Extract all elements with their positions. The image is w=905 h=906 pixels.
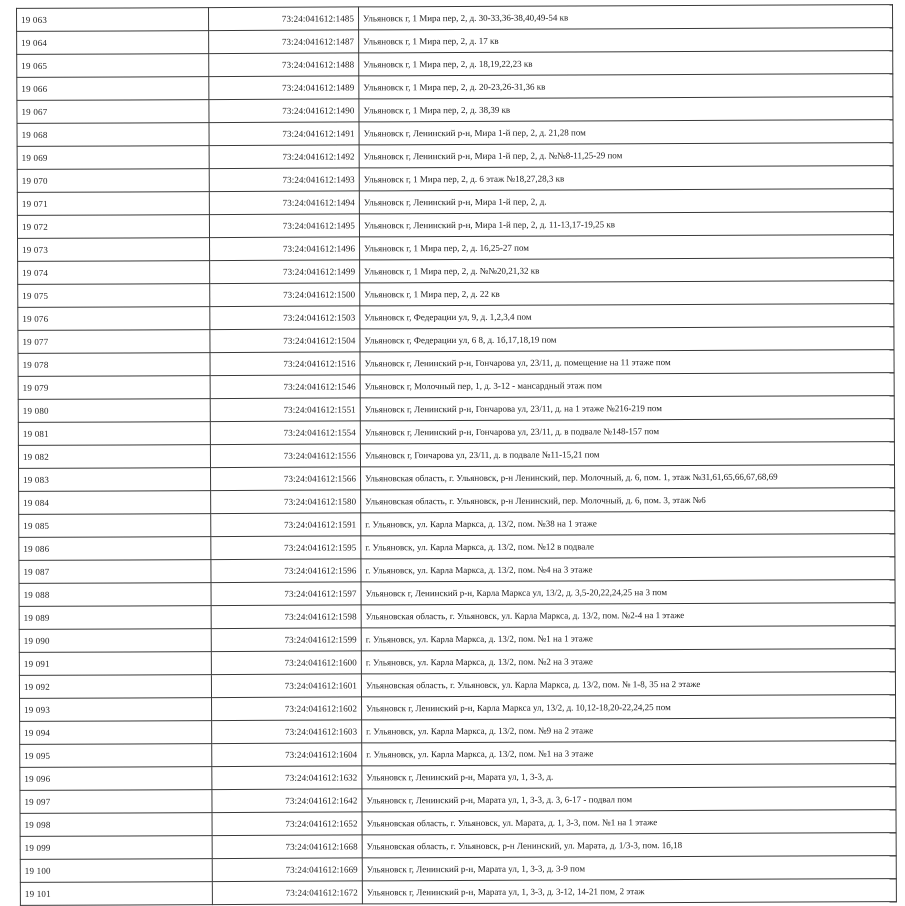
record-number-cell: 19 088 [19,583,211,607]
cadastral-number-cell: 73:24:041612:1600 [211,651,361,675]
cadastral-number-cell: 73:24:041612:1603 [212,720,362,744]
address-cell: Ульяновск г, Гончарова ул, 23/11, д. в подвале №11-15,21 пом [360,442,894,467]
cadastral-number-cell: 73:24:041612:1496 [210,237,360,261]
record-number-cell: 19 069 [17,146,209,170]
cadastral-number-cell: 73:24:041612:1494 [209,191,359,215]
cadastral-number-cell: 73:24:041612:1668 [212,835,362,859]
address-cell: Ульяновск г, Ленинский р-н, Карла Маркса ул, 13/2, д. 3,5-20,22,24,25 на 3 пом [361,580,895,605]
address-cell: Ульяновск г, Ленинский р-н, Мира 1-й пер, 2, д. 21,28 пом [359,120,893,145]
cadastral-number-cell: 73:24:041612:1591 [211,513,361,537]
address-cell: Ульяновск г, Ленинский р-н, Гончарова ул, 23/11, д. помещение на 11 этаже пом [360,350,894,375]
record-number-cell: 19 077 [18,330,210,354]
record-number-cell: 19 096 [20,767,212,791]
cadastral-number-cell: 73:24:041612:1499 [210,260,360,284]
record-number-cell: 19 080 [18,399,210,423]
record-number-cell: 19 094 [20,721,212,745]
record-number-cell: 19 075 [18,284,210,308]
record-number-cell: 19 073 [18,238,210,262]
cadastral-number-cell: 73:24:041612:1503 [210,306,360,330]
address-cell: г. Ульяновск, ул. Карла Маркса, д. 13/2, пом. №2 на 3 этаже [361,649,895,674]
cadastral-number-cell: 73:24:041612:1492 [209,145,359,169]
cadastral-number-cell: 73:24:041612:1488 [209,53,359,77]
record-number-cell: 19 097 [20,790,212,814]
cadastral-number-cell: 73:24:041612:1642 [212,789,362,813]
address-cell: г. Ульяновск, ул. Карла Маркса, д. 13/2, пом. №9 на 2 этаже [362,718,896,743]
record-number-cell: 19 089 [19,606,211,630]
address-cell: Ульяновск г, 1 Мира пер, 2, д. 17 кв [359,28,893,53]
address-cell: Ульяновск г, Ленинский р-н, Карла Маркса ул, 13/2, д. 10,12-18,20-22,24,25 пом [362,695,896,720]
record-number-cell: 19 083 [19,468,211,492]
register-table-body [17,5,897,906]
address-cell: Ульяновск г, 1 Мира пер, 2, д. 22 кв [360,281,894,306]
record-number-cell: 19 086 [19,537,211,561]
record-number-cell: 19 079 [18,376,210,400]
scanned-document-page [0,4,905,899]
cadastral-number-cell: 73:24:041612:1566 [211,467,361,491]
record-number-cell: 19 085 [19,514,211,538]
address-cell: Ульяновская область, г. Ульяновск, р-н Ленинский, пер. Молочный, д. 6, пом. 1, этаж №31,61,65,66,67,68,69 [361,465,895,490]
cadastral-number-cell: 73:24:041612:1493 [209,168,359,192]
cadastral-number-cell: 73:24:041612:1632 [212,766,362,790]
address-cell: Ульяновская область, г. Ульяновск, ул. Марата, д. 1, 3-3, пом. №1 на 1 этаже [362,810,896,835]
cadastral-number-cell: 73:24:041612:1495 [209,214,359,238]
cadastral-number-cell: 73:24:041612:1672 [212,881,362,905]
record-number-cell: 19 078 [18,353,210,377]
cadastral-number-cell: 73:24:041612:1546 [210,375,360,399]
property-register-table [16,4,897,906]
address-cell: Ульяновск г, Ленинский р-н, Мира 1-й пер, 2, д. №№8-11,25-29 пом [359,143,893,168]
record-number-cell: 19 084 [19,491,211,515]
record-number-cell: 19 100 [20,859,212,883]
cadastral-number-cell: 73:24:041612:1556 [210,444,360,468]
address-cell: г. Ульяновск, ул. Карла Маркса, д. 13/2, пом. №4 на 3 этаже [361,557,895,582]
address-cell: Ульяновск г, 1 Мира пер, 2, д. №№20,21,32 кв [360,258,894,283]
cadastral-number-cell: 73:24:041612:1516 [210,352,360,376]
record-number-cell: 19 087 [19,560,211,584]
cadastral-number-cell: 73:24:041612:1490 [209,99,359,123]
record-number-cell: 19 074 [18,261,210,285]
address-cell: Ульяновск г, Федерации ул, 6 8, д. 1б,17,18,19 пом [360,327,894,352]
cadastral-number-cell: 73:24:041612:1669 [212,858,362,882]
address-cell: Ульяновск г, 1 Мира пер, 2, д. 16,25-27 пом [360,235,894,260]
address-cell: Ульяновск г, Ленинский р-н, Мира 1-й пер, 2, д. 11-13,17-19,25 кв [359,212,893,237]
address-cell: Ульяновск г, 1 Мира пер, 2, д. 20-23,26-31,36 кв [359,74,893,99]
cadastral-number-cell: 73:24:041612:1599 [211,628,361,652]
cadastral-number-cell: 73:24:041612:1652 [212,812,362,836]
cadastral-number-cell: 73:24:041612:1580 [211,490,361,514]
table-row [20,879,896,906]
address-cell: Ульяновск г, Ленинский р-н, Марата ул, 1, 3-3, д. 3-12, 14-21 пом, 2 этаж [362,879,896,904]
address-cell: Ульяновск г, Ленинский р-н, Гончарова ул, 23/11, д. на 1 этаже №216-219 пом [360,396,894,421]
record-number-cell: 19 064 [17,31,209,55]
record-number-cell: 19 099 [20,836,212,860]
address-cell: Ульяновская область, г. Ульяновск, р-н Ленинский, пер. Молочный, д. 6, пом. 3, этаж №6 [361,488,895,513]
address-cell: г. Ульяновск, ул. Карла Маркса, д. 13/2, пом. №1 на 1 этаже [361,626,895,651]
record-number-cell: 19 068 [17,123,209,147]
address-cell: Ульяновская область, г. Ульяновск, р-н Ленинский, ул. Марата, д. 1/3-3, пом. 1б,18 [362,833,896,858]
address-cell: Ульяновск г, Ленинский р-н, Марата ул, 1, 3-3, д. 3-9 пом [362,856,896,881]
cadastral-number-cell: 73:24:041612:1597 [211,582,361,606]
cadastral-number-cell: 73:24:041612:1602 [212,697,362,721]
cadastral-number-cell: 73:24:041612:1604 [212,743,362,767]
record-number-cell: 19 082 [18,445,210,469]
address-cell: г. Ульяновск, ул. Карла Маркса, д. 13/2, пом. №1 на 3 этаже [362,741,896,766]
cadastral-number-cell: 73:24:041612:1485 [209,7,359,31]
record-number-cell: 19 090 [19,629,211,653]
cadastral-number-cell: 73:24:041612:1504 [210,329,360,353]
record-number-cell: 19 098 [20,813,212,837]
record-number-cell: 19 095 [20,744,212,768]
record-number-cell: 19 066 [17,77,209,101]
address-cell: Ульяновск г, Ленинский р-н, Мира 1-й пер, 2, д. [359,189,893,214]
address-cell: г. Ульяновск, ул. Карла Маркса, д. 13/2, пом. №38 на 1 этаже [361,511,895,536]
cadastral-number-cell: 73:24:041612:1595 [211,536,361,560]
record-number-cell: 19 076 [18,307,210,331]
address-cell: Ульяновск г, Молочный пер, 1, д. 3-12 - мансардный этаж пом [360,373,894,398]
record-number-cell: 19 081 [18,422,210,446]
address-cell: Ульяновск г, 1 Мира пер, 2, д. 6 этаж №18,27,28,3 кв [359,166,893,191]
record-number-cell: 19 093 [20,698,212,722]
address-cell: Ульяновск г, 1 Мира пер, 2, д. 30-33,36-38,40,49-54 кв [358,5,892,30]
cadastral-number-cell: 73:24:041612:1601 [211,674,361,698]
cadastral-number-cell: 73:24:041612:1487 [209,30,359,54]
record-number-cell: 19 067 [17,100,209,124]
address-cell: Ульяновск г, 1 Мира пер, 2, д. 18,19,22,23 кв [359,51,893,76]
address-cell: Ульяновск г, 1 Мира пер, 2, д. 38,39 кв [359,97,893,122]
record-number-cell: 19 063 [17,8,209,32]
record-number-cell: 19 091 [19,652,211,676]
cadastral-number-cell: 73:24:041612:1596 [211,559,361,583]
address-cell: Ульяновск г, Федерации ул, 9, д. 1,2,3,4 пом [360,304,894,329]
record-number-cell: 19 070 [17,169,209,193]
cadastral-number-cell: 73:24:041612:1500 [210,283,360,307]
record-number-cell: 19 071 [17,192,209,216]
address-cell: Ульяновская область, г. Ульяновск, ул. Карла Маркса, д. 13/2, пом. № 1-8, 35 на 2 этаже [361,672,895,697]
address-cell: Ульяновская область, г. Ульяновск, ул. Карла Маркса, д. 13/2, пом. №2-4 на 1 этаже [361,603,895,628]
cadastral-number-cell: 73:24:041612:1551 [210,398,360,422]
cadastral-number-cell: 73:24:041612:1554 [210,421,360,445]
cadastral-number-cell: 73:24:041612:1491 [209,122,359,146]
cadastral-number-cell: 73:24:041612:1489 [209,76,359,100]
cadastral-number-cell: 73:24:041612:1598 [211,605,361,629]
table-row [19,465,895,492]
address-cell: г. Ульяновск, ул. Карла Маркса, д. 13/2, пом. №12 в подвале [361,534,895,559]
address-cell: Ульяновск г, Ленинский р-н, Марата ул, 1, 3-3, д. 3, 6-17 - подвал пом [362,787,896,812]
record-number-cell: 19 092 [19,675,211,699]
address-cell: Ульяновск г, Ленинский р-н, Марата ул, 1, 3-3, д. [362,764,896,789]
record-number-cell: 19 101 [20,882,212,906]
record-number-cell: 19 065 [17,54,209,78]
record-number-cell: 19 072 [17,215,209,239]
address-cell: Ульяновск г, Ленинский р-н, Гончарова ул, 23/11, д. в подвале №148-157 пом [360,419,894,444]
